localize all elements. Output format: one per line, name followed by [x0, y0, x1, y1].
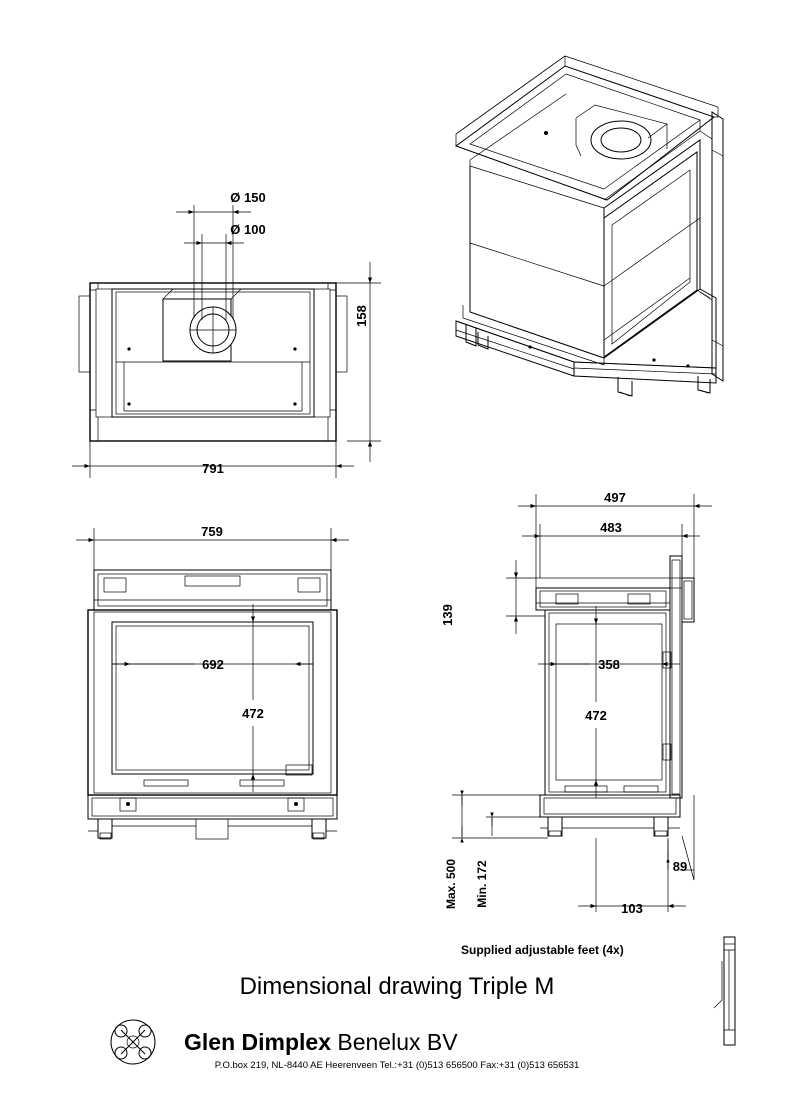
company-name: Glen Dimplex Benelux BV: [184, 1029, 458, 1055]
dim-759: 759: [201, 524, 223, 539]
dim-dia150: Ø 150: [230, 190, 266, 205]
dim-158: 158: [354, 305, 369, 327]
dim-483: 483: [600, 520, 622, 535]
dim-max500: Max. 500: [444, 858, 458, 910]
side-view: [440, 490, 712, 916]
feet-note-label: Supplied adjustable feet (4x): [461, 943, 624, 957]
dim-dia100: Ø 100: [230, 222, 266, 237]
dim-103: 103: [621, 901, 643, 916]
company-address: P.O.box 219, NL-8440 AE Heerenveen Tel.:+31 (0)513 656500 Fax:+31 (0)513 656531: [214, 1060, 580, 1071]
dim-692: 692: [202, 657, 224, 672]
front-view: [76, 524, 349, 839]
dim-139: 139: [440, 604, 455, 626]
dim-min172: Min. 172: [475, 860, 489, 908]
dim-358: 358: [598, 657, 620, 672]
dim-791: 791: [202, 461, 224, 476]
dim-472-front: 472: [242, 706, 264, 721]
glen-dimplex-knot-logo: [111, 1020, 155, 1064]
isometric-view: [456, 56, 723, 396]
dim-89: 89: [672, 859, 688, 874]
dim-472-side: 472: [585, 708, 607, 723]
drawing-title: Dimensional drawing Triple M: [239, 973, 555, 1000]
top-view: [72, 190, 381, 478]
dim-497: 497: [604, 490, 626, 505]
